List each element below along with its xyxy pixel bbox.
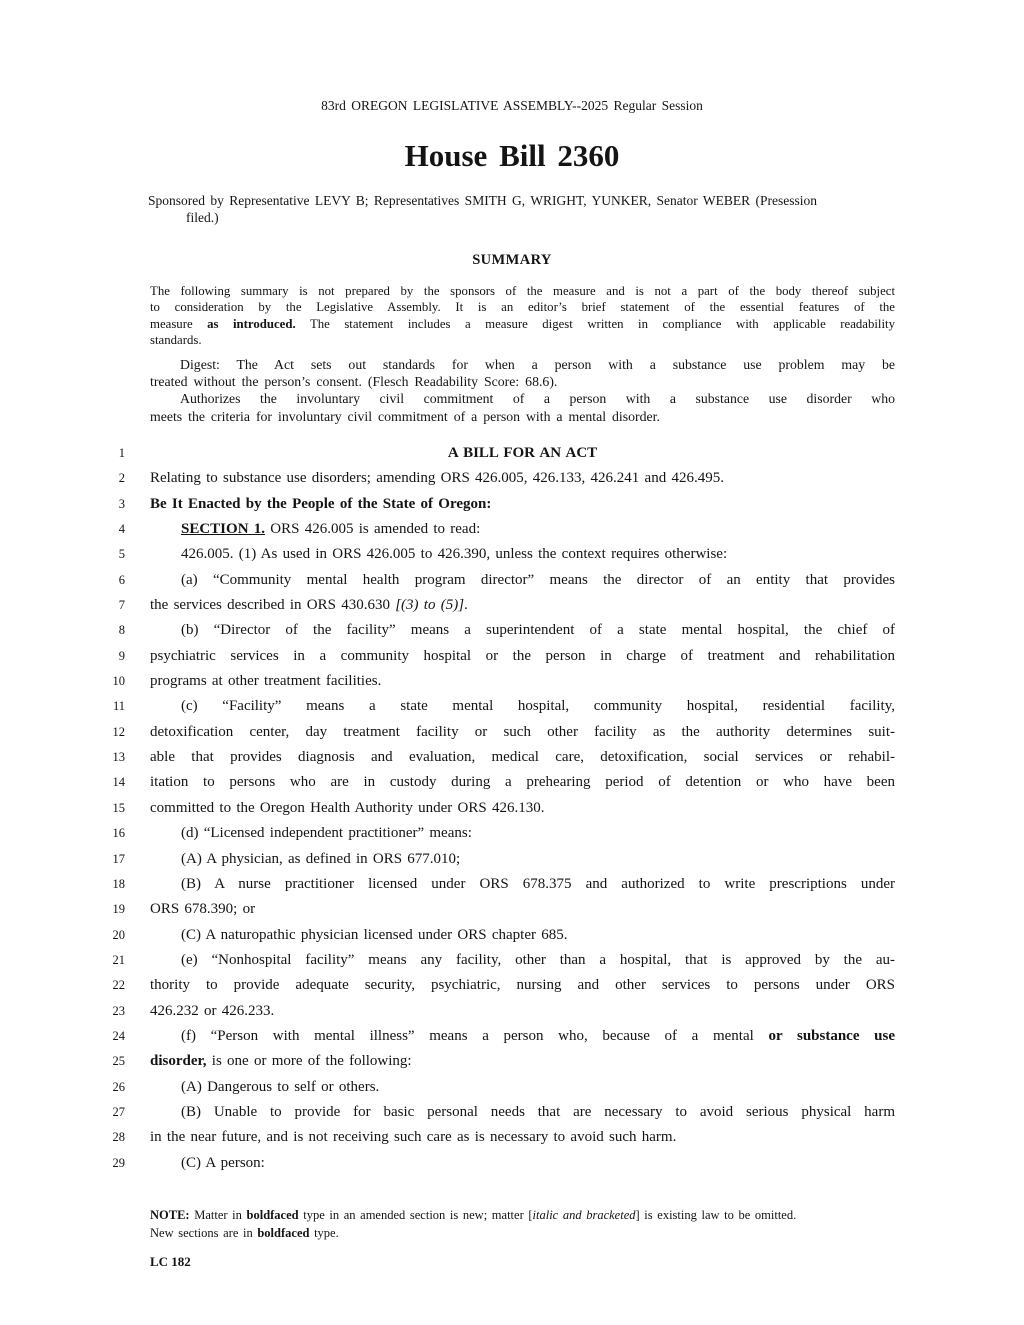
bill-line [0, 644, 1024, 669]
text-segment: (B) Unable to provide for basic personal needs that are necessary to avoid serious physical harm [181, 1103, 895, 1120]
line-text [150, 923, 895, 948]
lc-number: LC 182 [150, 1254, 191, 1269]
bill-title: House Bill 2360 [404, 138, 620, 173]
text-segment: disorder, [150, 1053, 207, 1070]
bill-line [0, 542, 1024, 567]
line-text [150, 897, 895, 922]
text-segment: Sponsored by Representative LEVY B; Representatives SMITH G, WRIGHT, YUNKER, Senator WEBER (Presession [148, 193, 818, 208]
text-segment: able that provides diagnosis and evaluation, medical care, detoxification, social services or rehabil- [150, 749, 895, 766]
disclaimer-line [150, 299, 895, 315]
summary-heading: SUMMARY [472, 252, 552, 268]
text-segment: Matter in [189, 1208, 247, 1222]
text-segment: type in an amended section is new; matter [ [298, 1208, 533, 1222]
line-text [150, 568, 895, 593]
line-text [150, 1151, 895, 1176]
line-text [150, 973, 895, 998]
bill-line [0, 441, 1024, 466]
text-segment: (A) A physician, as defined in ORS 677.010; [181, 850, 461, 867]
bill-line [0, 973, 1024, 998]
text-segment: standards. [150, 333, 202, 348]
line-number: 14 [112, 775, 125, 790]
bill-line [0, 847, 1024, 872]
line-text [150, 847, 895, 872]
line-text [150, 669, 895, 694]
text-segment: boldfaced [246, 1208, 299, 1222]
text-segment: New sections are in [150, 1225, 258, 1240]
text-segment: itation to persons who are in custody during a prehearing period of detention or who have been [150, 774, 895, 791]
text-segment: Authorizes the involuntary civil commitment of a person with a substance use disorder who [180, 391, 895, 407]
bill-line [0, 1100, 1024, 1125]
text-segment: Be It Enacted by the People of the State of Oregon: [150, 495, 492, 512]
line-number: 24 [112, 1028, 125, 1043]
text-segment: ORS 426.005 is amended to read: [265, 521, 481, 538]
line-number: 17 [112, 851, 125, 866]
text-segment: thority to provide adequate security, psychiatric, nursing and other services to persons under ORS [150, 977, 895, 994]
line-text [150, 466, 895, 491]
text-segment: italic and bracketed [532, 1208, 636, 1222]
line-text [150, 618, 895, 643]
bill-line [0, 745, 1024, 770]
text-segment: boldfaced [257, 1225, 310, 1240]
text-segment: ORS 678.390; or [150, 901, 256, 918]
text-segment: ] is existing law to be omitted. [635, 1208, 797, 1222]
line-text [150, 644, 895, 669]
bill-line [0, 1151, 1024, 1176]
line-number: 9 [118, 648, 125, 663]
text-segment: (c) “Facility” means a state mental hospital, community hospital, residential facility, [181, 698, 895, 715]
text-segment: NOTE: [150, 1208, 190, 1222]
line-number: 20 [112, 927, 125, 942]
digest-line [150, 408, 895, 425]
bill-line [0, 618, 1024, 643]
line-text [150, 1100, 895, 1125]
bill-line [0, 669, 1024, 694]
line-text [150, 1125, 895, 1150]
text-segment: 426.005. (1) As used in ORS 426.005 to 426.390, unless the context requires otherwise: [181, 546, 728, 563]
digest-line [150, 390, 895, 407]
line-text [150, 593, 895, 618]
line-text [150, 694, 895, 719]
line-text [150, 1049, 895, 1074]
bill-line [0, 999, 1024, 1024]
line-text [150, 542, 895, 567]
line-number: 25 [112, 1054, 125, 1069]
text-segment: programs at other treatment facilities. [150, 673, 382, 690]
text-segment: to consideration by the Legislative Assembly. It is an editor’s brief statement of the essential features of the [150, 300, 895, 315]
line-number: 4 [118, 522, 125, 537]
bill-line [0, 694, 1024, 719]
text-segment: measure [150, 316, 208, 331]
line-text [150, 770, 895, 795]
line-text [150, 720, 895, 745]
text-segment: (d) “Licensed independent practitioner” means: [181, 825, 472, 842]
bill-line [0, 1024, 1024, 1049]
text-segment: (a) “Community mental health program director” means the director of an entity that provides [181, 571, 895, 588]
text-segment: filed.) [186, 210, 219, 225]
bill-line [0, 948, 1024, 973]
text-segment: (C) A naturopathic physician licensed under ORS chapter 685. [181, 926, 568, 943]
line-number: 26 [112, 1079, 125, 1094]
text-segment: committed to the Oregon Health Authority under ORS 426.130. [150, 799, 545, 816]
line-number: 22 [112, 978, 125, 993]
digest-line [150, 373, 895, 390]
line-number: 2 [118, 471, 125, 486]
bill-body [0, 441, 1024, 1176]
text-segment: [(3) to (5)] [395, 597, 465, 614]
text-segment: the services described in ORS 430.630 [150, 597, 396, 614]
text-segment: (e) “Nonhospital facility” means any facility, other than a hospital, that is approved by the au- [181, 951, 895, 968]
text-segment: is one or more of the following: [206, 1053, 412, 1070]
bill-line [0, 720, 1024, 745]
line-text [150, 441, 895, 466]
text-segment: psychiatric services in a community hospital or the person in charge of treatment and rehabilitation [150, 647, 895, 664]
bill-line [0, 1125, 1024, 1150]
line-number: 8 [118, 623, 125, 638]
sponsor-line [148, 192, 908, 209]
line-text [150, 948, 895, 973]
line-number: 11 [112, 699, 125, 714]
disclaimer-line [150, 283, 895, 299]
digest-line [150, 356, 895, 373]
text-segment: (b) “Director of the facility” means a superintendent of a state mental hospital, the chief of [181, 622, 895, 639]
line-number: 28 [112, 1130, 125, 1145]
line-text [150, 1024, 895, 1049]
line-number: 18 [112, 876, 125, 891]
summary-digest [150, 356, 895, 425]
summary-disclaimer [150, 283, 895, 349]
sponsor-line [148, 209, 908, 226]
line-text [150, 999, 895, 1024]
line-text [150, 821, 895, 846]
text-segment: Digest: The Act sets out standards for when a person with a substance use problem may be [180, 357, 895, 372]
line-number: 3 [118, 496, 125, 511]
line-text [150, 745, 895, 770]
text-segment: A BILL FOR AN ACT [447, 445, 598, 461]
line-number: 27 [112, 1104, 125, 1119]
line-number: 6 [118, 572, 125, 587]
text-segment: treated without the person’s consent. (Flesch Readability Score: 68.6). [150, 374, 558, 390]
line-text [150, 517, 895, 542]
line-number: 15 [112, 800, 125, 815]
footer-note-line [150, 1207, 910, 1225]
text-segment: (B) A nurse practitioner licensed under ORS 678.375 and authorized to write prescriptions under [181, 875, 895, 892]
footer-note-line [150, 1225, 910, 1243]
text-segment: or substance use [768, 1027, 895, 1044]
bill-line [0, 466, 1024, 491]
line-number: 12 [112, 724, 125, 739]
bill-line [0, 821, 1024, 846]
bill-line [0, 796, 1024, 821]
line-number: 29 [112, 1155, 125, 1170]
footer-note [150, 1207, 910, 1242]
line-number: 5 [118, 547, 125, 562]
bill-line [0, 1075, 1024, 1100]
bill-line [0, 770, 1024, 795]
bill-line [0, 897, 1024, 922]
text-segment: (f) “Person with mental illness” means a person who, because of a mental [181, 1027, 769, 1044]
text-segment: type. [309, 1225, 339, 1240]
sponsor-block [148, 192, 908, 226]
text-segment: The following summary is not prepared by the sponsors of the measure and is not a part of the body thereof subject [150, 284, 895, 298]
text-segment: meets the criteria for involuntary civil commitment of a person with a mental disorder. [150, 408, 660, 424]
line-number: 16 [112, 826, 125, 841]
text-segment: SECTION 1. [181, 521, 266, 538]
line-text [150, 1075, 895, 1100]
bill-line [0, 492, 1024, 517]
line-number: 10 [112, 674, 125, 689]
line-number: 19 [112, 902, 125, 917]
text-segment: (A) Dangerous to self or others. [181, 1078, 380, 1095]
bill-line [0, 568, 1024, 593]
line-text [150, 492, 895, 517]
line-text [150, 872, 895, 897]
line-number: 23 [112, 1003, 125, 1018]
line-number: 21 [112, 952, 125, 967]
bill-line [0, 923, 1024, 948]
bill-line [0, 872, 1024, 897]
text-segment: Relating to substance use disorders; amending ORS 426.005, 426.133, 426.241 and 426.495. [150, 470, 724, 487]
text-segment: in the near future, and is not receiving such care as is necessary to avoid such harm. [150, 1129, 677, 1146]
line-number: 1 [118, 446, 125, 460]
text-segment: 426.232 or 426.233. [150, 1002, 275, 1019]
bill-line [0, 517, 1024, 542]
line-text [150, 796, 895, 821]
text-segment: detoxification center, day treatment facility or such other facility as the authority determines suit- [150, 723, 895, 740]
disclaimer-line [150, 316, 895, 332]
text-segment: (C) A person: [181, 1154, 265, 1171]
text-segment: The statement includes a measure digest written in compliance with applicable readability [295, 316, 895, 331]
bill-line [0, 1049, 1024, 1074]
bill-line [0, 593, 1024, 618]
line-number: 7 [118, 598, 125, 613]
line-number: 13 [112, 750, 125, 765]
session-header: 83rd OREGON LEGISLATIVE ASSEMBLY--2025 Regular Session [321, 98, 703, 113]
text-segment: . [464, 597, 468, 614]
disclaimer-line [150, 332, 895, 348]
text-segment: as introduced. [207, 316, 296, 331]
